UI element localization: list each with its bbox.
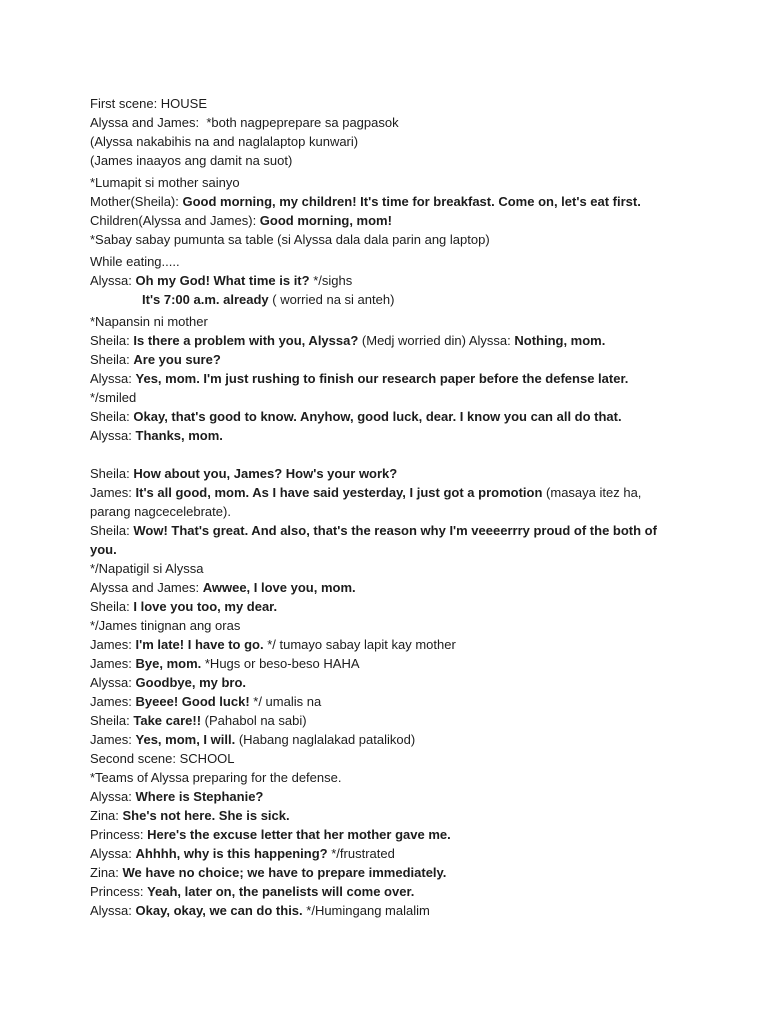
line-text: */ umalis na	[249, 694, 322, 709]
script-line	[90, 132, 690, 151]
line-text: Alyssa:	[90, 903, 136, 918]
line-text: Alyssa:	[90, 789, 136, 804]
dialogue-text: I'm late! I have to go.	[135, 637, 264, 652]
script-line	[90, 806, 690, 825]
dialogue-text: Oh my God! What time is it?	[135, 273, 310, 288]
script-line	[90, 290, 690, 309]
script-line	[90, 578, 690, 597]
dialogue-text: Good morning, mom!	[259, 213, 392, 228]
line-text: Zina:	[90, 808, 123, 823]
script-line	[90, 692, 690, 711]
line-text: */Humingang malalim	[302, 903, 430, 918]
dialogue-text: Are you sure?	[133, 352, 221, 367]
script-line	[90, 616, 690, 635]
script-line	[90, 94, 690, 113]
line-text: James:	[90, 485, 136, 500]
script-line	[90, 407, 690, 426]
line-text: */James tinignan ang oras	[90, 618, 241, 633]
dialogue-text: It's all good, mom. As I have said yesterday, I just got a promotion	[135, 485, 543, 500]
script-line	[90, 673, 690, 692]
script-line	[90, 211, 690, 230]
dialogue-text: you.	[90, 542, 117, 557]
line-text: Sheila:	[90, 352, 134, 367]
script-line	[90, 635, 690, 654]
dialogue-text: How about you, James? How's your work?	[133, 466, 398, 481]
line-text: */sighs	[309, 273, 353, 288]
line-text: Sheila:	[90, 333, 134, 348]
line-text: While eating.....	[90, 254, 180, 269]
line-text: Princess:	[90, 827, 148, 842]
dialogue-text: Ahhhh, why is this happening?	[135, 846, 328, 861]
line-text: */ tumayo sabay lapit kay mother	[263, 637, 456, 652]
script-line	[90, 749, 690, 768]
dialogue-text: I love you too, my dear.	[133, 599, 278, 614]
script-text	[90, 94, 690, 920]
line-text: Alyssa and James: *both nagpeprepare sa pagpasok	[90, 115, 399, 130]
line-text: Sheila:	[90, 599, 134, 614]
script-line	[90, 882, 690, 901]
line-text: James:	[90, 694, 136, 709]
line-text: Sheila:	[90, 409, 134, 424]
line-text: parang nagcecelebrate).	[90, 504, 231, 519]
line-text: Sheila:	[90, 523, 134, 538]
line-text: (James inaayos ang damit na suot)	[90, 153, 293, 168]
script-line	[90, 173, 690, 192]
script-line	[90, 464, 690, 483]
line-text: Alyssa:	[90, 428, 136, 443]
script-line	[90, 388, 690, 407]
dialogue-text: Good morning, my children! It's time for breakfast. Come on, let's eat first.	[182, 194, 641, 209]
dialogue-text: Okay, that's good to know. Anyhow, good luck, dear. I know you can all do that.	[133, 409, 622, 424]
dialogue-text: It's 7:00 a.m. already	[142, 292, 269, 307]
line-text: Alyssa:	[90, 371, 136, 386]
dialogue-text: Yes, mom. I'm just rushing to finish our research paper before the defense later.	[135, 371, 629, 386]
script-line	[90, 711, 690, 730]
dialogue-text: Okay, okay, we can do this.	[135, 903, 303, 918]
line-text: Alyssa:	[90, 675, 136, 690]
line-text: James:	[90, 637, 136, 652]
script-line	[90, 559, 690, 578]
line-text: *Napansin ni mother	[90, 314, 208, 329]
line-text: */smiled	[90, 390, 137, 405]
script-line	[90, 787, 690, 806]
line-text: Alyssa:	[90, 846, 136, 861]
line-text: (Alyssa nakabihis na and naglalaptop kunwari)	[90, 134, 359, 149]
dialogue-text: Wow! That's great. And also, that's the reason why I'm veeeerrry proud of the both of	[133, 523, 657, 538]
line-text: Sheila:	[90, 713, 134, 728]
dialogue-text: Goodbye, my bro.	[135, 675, 247, 690]
script-line	[90, 312, 690, 331]
line-text: James:	[90, 656, 136, 671]
script-line	[90, 252, 690, 271]
line-text: *Hugs or beso-beso HAHA	[201, 656, 360, 671]
script-line	[90, 654, 690, 673]
script-line	[90, 863, 690, 882]
line-text: Alyssa and James:	[90, 580, 203, 595]
line-text: Princess:	[90, 884, 148, 899]
line-text: Second scene: SCHOOL	[90, 751, 235, 766]
script-line	[90, 271, 690, 290]
script-line	[90, 825, 690, 844]
dialogue-text: Yeah, later on, the panelists will come over.	[147, 884, 415, 899]
dialogue-text: Here's the excuse letter that her mother gave me.	[147, 827, 451, 842]
dialogue-text: She's not here. She is sick.	[122, 808, 290, 823]
dialogue-text: Bye, mom.	[135, 656, 202, 671]
script-line	[90, 192, 690, 211]
script-line	[90, 768, 690, 787]
dialogue-text: Yes, mom, I will.	[135, 732, 236, 747]
script-line	[90, 901, 690, 920]
script-line	[90, 113, 690, 132]
dialogue-text: We have no choice; we have to prepare immediately.	[122, 865, 447, 880]
script-line	[90, 369, 690, 388]
dialogue-text: Nothing, mom.	[514, 333, 606, 348]
script-line	[90, 350, 690, 369]
script-line	[90, 521, 690, 540]
line-text: (Medj worried din) Alyssa:	[358, 333, 515, 348]
dialogue-text: Is there a problem with you, Alyssa?	[133, 333, 359, 348]
script-line	[90, 730, 690, 749]
dialogue-text: Where is Stephanie?	[135, 789, 264, 804]
line-text: (Pahabol na sabi)	[201, 713, 307, 728]
dialogue-text: Thanks, mom.	[135, 428, 223, 443]
script-line	[90, 597, 690, 616]
script-line	[90, 331, 690, 350]
line-text: *Lumapit si mother sainyo	[90, 175, 240, 190]
script-line	[90, 540, 690, 559]
script-line	[90, 483, 690, 502]
line-text: Alyssa:	[90, 273, 136, 288]
line-text: *Sabay sabay pumunta sa table (si Alyssa dala dala parin ang laptop)	[90, 232, 490, 247]
line-text: ( worried na si anteh)	[268, 292, 395, 307]
line-text: Children(Alyssa and James):	[90, 213, 260, 228]
line-text: First scene: HOUSE	[90, 96, 208, 111]
line-text: */frustrated	[327, 846, 395, 861]
dialogue-text: Awwee, I love you, mom.	[202, 580, 356, 595]
line-text: James:	[90, 732, 136, 747]
script-line	[90, 502, 690, 521]
dialogue-text: Byeee! Good luck!	[135, 694, 250, 709]
line-text: (masaya itez ha,	[542, 485, 642, 500]
line-text: *Teams of Alyssa preparing for the defense.	[90, 770, 342, 785]
line-text: Mother(Sheila):	[90, 194, 183, 209]
line-text: (Habang naglalakad patalikod)	[235, 732, 416, 747]
script-line	[90, 230, 690, 249]
dialogue-text: Take care!!	[133, 713, 202, 728]
line-text: Sheila:	[90, 466, 134, 481]
line-text: Zina:	[90, 865, 123, 880]
script-line	[90, 844, 690, 863]
script-line	[90, 151, 690, 170]
line-text: */Napatigil si Alyssa	[90, 561, 204, 576]
script-line	[90, 426, 690, 445]
